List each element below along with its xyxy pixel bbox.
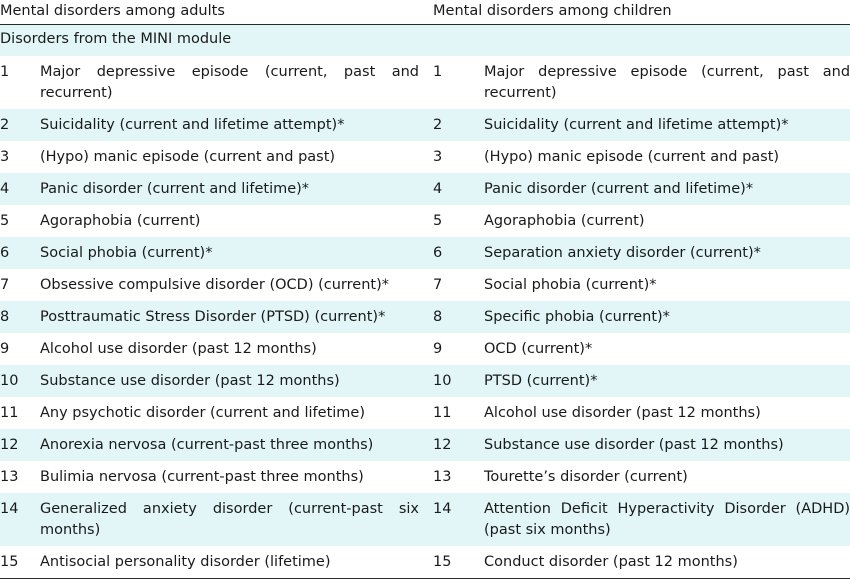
child-disorder: Agoraphobia (current) bbox=[484, 213, 645, 229]
child-row-number: 11 bbox=[433, 405, 452, 421]
adult-row-number: 14 bbox=[0, 493, 40, 546]
table-row bbox=[0, 141, 850, 173]
child-disorder: Suicidality (current and lifetime attempt)* bbox=[484, 109, 850, 141]
table-row bbox=[0, 397, 850, 429]
adult-row-number: 13 bbox=[0, 469, 19, 485]
adult-row-number: 4 bbox=[0, 173, 40, 205]
adult-row-number: 9 bbox=[0, 341, 10, 357]
child-disorder: Major depressive episode (current, past and recurrent) bbox=[484, 64, 850, 101]
child-disorder: (Hypo) manic episode (current and past) bbox=[484, 149, 780, 165]
adult-disorder: Major depressive episode (current, past and recurrent) bbox=[40, 64, 420, 101]
child-disorder: Social phobia (current)* bbox=[484, 277, 657, 293]
child-disorder: Alcohol use disorder (past 12 months) bbox=[484, 405, 761, 421]
child-disorder: Separation anxiety disorder (current)* bbox=[484, 237, 850, 269]
child-row-number: 14 bbox=[433, 493, 484, 546]
table-row bbox=[0, 269, 850, 301]
child-row-number: 2 bbox=[433, 109, 484, 141]
adult-disorder: Panic disorder (current and lifetime)* bbox=[40, 173, 433, 205]
child-row-number: 4 bbox=[433, 173, 484, 205]
adult-row-number: 11 bbox=[0, 405, 19, 421]
child-row-number: 15 bbox=[433, 546, 484, 579]
header-row bbox=[0, 0, 850, 25]
adult-row-number: 12 bbox=[0, 429, 40, 461]
table-row bbox=[0, 301, 850, 333]
section-row bbox=[0, 25, 850, 57]
adult-disorder: Substance use disorder (past 12 months) bbox=[40, 365, 433, 397]
child-row-number: 12 bbox=[433, 429, 484, 461]
child-row-number: 10 bbox=[433, 365, 484, 397]
child-disorder: Panic disorder (current and lifetime)* bbox=[484, 173, 850, 205]
adult-row-number: 10 bbox=[0, 365, 40, 397]
adult-disorder: Alcohol use disorder (past 12 months) bbox=[40, 341, 317, 357]
adult-disorder: Generalized anxiety disorder (current-past six months) bbox=[40, 493, 433, 546]
adult-disorder: Antisocial personality disorder (lifetime) bbox=[40, 546, 433, 579]
adult-disorder: Obsessive compulsive disorder (OCD) (current)* bbox=[40, 277, 389, 293]
adult-disorder: Anorexia nervosa (current-past three months) bbox=[40, 429, 433, 461]
header-children: Mental disorders among children bbox=[433, 0, 850, 25]
table-row bbox=[0, 56, 850, 109]
table-row bbox=[0, 546, 850, 579]
adult-row-number: 8 bbox=[0, 301, 40, 333]
child-row-number: 9 bbox=[433, 341, 443, 357]
child-disorder: Attention Deficit Hyperactivity Disorder (ADHD) (past six months) bbox=[484, 493, 850, 546]
table-row bbox=[0, 429, 850, 461]
adult-disorder: (Hypo) manic episode (current and past) bbox=[40, 149, 336, 165]
child-row-number: 8 bbox=[433, 301, 484, 333]
table-row bbox=[0, 493, 850, 546]
table-row bbox=[0, 461, 850, 493]
child-row-number: 7 bbox=[433, 277, 443, 293]
child-row-number: 1 bbox=[433, 64, 443, 80]
table-row bbox=[0, 237, 850, 269]
adult-row-number: 6 bbox=[0, 237, 40, 269]
section-label: Disorders from the MINI module bbox=[0, 25, 850, 57]
table-row bbox=[0, 173, 850, 205]
adult-disorder: Any psychotic disorder (current and lifetime) bbox=[40, 405, 365, 421]
adult-disorder: Posttraumatic Stress Disorder (PTSD) (current)* bbox=[40, 301, 433, 333]
child-disorder: OCD (current)* bbox=[484, 341, 593, 357]
table-row bbox=[0, 333, 850, 365]
adult-row-number: 1 bbox=[0, 64, 10, 80]
child-row-number: 5 bbox=[433, 213, 443, 229]
adult-row-number: 5 bbox=[0, 213, 10, 229]
child-row-number: 13 bbox=[433, 469, 452, 485]
child-row-number: 6 bbox=[433, 237, 484, 269]
adult-disorder: Agoraphobia (current) bbox=[40, 213, 201, 229]
header-adults: Mental disorders among adults bbox=[0, 0, 433, 25]
adult-disorder: Bulimia nervosa (current-past three months) bbox=[40, 469, 364, 485]
child-disorder: Specific phobia (current)* bbox=[484, 301, 850, 333]
child-disorder: Substance use disorder (past 12 months) bbox=[484, 429, 850, 461]
child-row-number: 3 bbox=[433, 149, 443, 165]
table-row bbox=[0, 205, 850, 237]
adult-disorder: Suicidality (current and lifetime attempt)* bbox=[40, 109, 433, 141]
adult-row-number: 7 bbox=[0, 277, 10, 293]
child-disorder: Conduct disorder (past 12 months) bbox=[484, 546, 850, 579]
adult-row-number: 3 bbox=[0, 149, 10, 165]
adult-row-number: 2 bbox=[0, 109, 40, 141]
table-row bbox=[0, 109, 850, 141]
adult-disorder: Social phobia (current)* bbox=[40, 237, 433, 269]
child-disorder: PTSD (current)* bbox=[484, 365, 850, 397]
child-disorder: Tourette’s disorder (current) bbox=[484, 469, 688, 485]
adult-row-number: 15 bbox=[0, 546, 40, 579]
table-row bbox=[0, 365, 850, 397]
